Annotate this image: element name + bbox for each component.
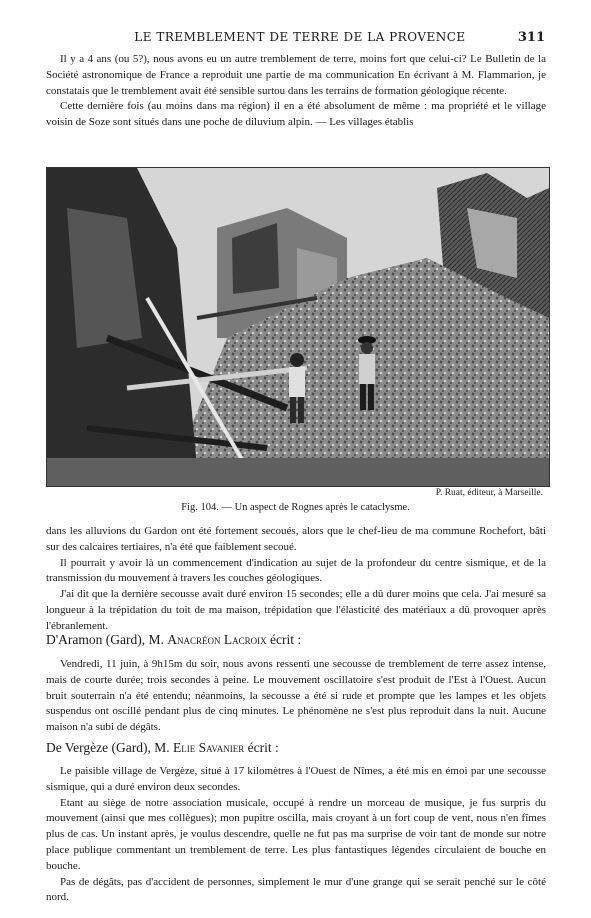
figure-caption: Fig. 104. — Un aspect de Rognes après le cataclysme. — [181, 502, 410, 513]
paragraph: Il pourrait y avoir là un commencement d'indication au sujet de la profondeur du centre sismique, et de la transmission du mouvement à travers les couches géologiques. — [46, 556, 546, 585]
paragraph: Pas de dégâts, pas d'accident de personnes, simplement le mur d'une grange qui se serait penché sur le côté nord. — [46, 875, 546, 904]
section-heading-aramon — [46, 632, 546, 648]
photo-credit: P. Ruat, éditeur, à Marseille. — [435, 488, 543, 498]
paragraph: J'ai dit que la dernière secousse avait duré environ 15 secondes; elle a dû durer moins que cela. J'ai mesuré sa longueur à la trépidation du toit de ma maison, trépidation que l'élasticité des matériaux a dû provoquer après l'ébranlement. — [46, 588, 546, 632]
paragraph: Etant au siège de notre association musicale, occupé à rendre un morceau de musique, je fus surpris du mouvement (ainsi que mes collègues); mon pupitre oscilla, mais croyant à un fort coup de vent, nous n'en fîmes plus de cas. Un instant après, je voulus descendre, quelle ne fut pas ma surprise de voir tant de monde sur notre place publique commentant un tremblement de terre. Les plus fantastiques légendes circulaient de bouche en bouche. — [46, 796, 546, 872]
aramon-text — [46, 657, 546, 736]
continuation-text — [46, 524, 546, 635]
running-title: LE TREMBLEMENT DE TERRE DE LA PROVENCE — [134, 30, 466, 44]
paragraph: Vendredi, 11 juin, à 9h15m du soir, nous avons ressenti une secousse de tremblement de terre assez intense, mais de courte durée; trois secondes à peine. Le mouvement oscillatoire s'est produit de l'Est à l'Ouest. Aucun bruit souterrain n'a été entendu; néanmoins, la secousse a été si rude et prompte que les lampes et les objets suspendus ont oscillé pendant plus de cinq minutes. Le phénomène ne s'est plus reproduit dans la nuit. Aucune maison n'a subi de dégâts. — [46, 658, 546, 734]
heading-place: D'Aramon (Gard), M. — [46, 632, 168, 647]
section-heading-vergeze — [46, 740, 546, 756]
paragraph: Il y a 4 ans (ou 5?), nous avons eu un autre tremblement de terre, moins fort que celui-ci? Le Bulletin de la Société astronomique de France a reproduit une partie de ma communication En écrivant à M. Flammarion, je constatais que le tremblement avait été sensible surtou dans les terrains de formation géologique récente. — [46, 53, 546, 97]
heading-verb: écrit : — [266, 632, 302, 647]
intro-text — [46, 52, 546, 131]
paragraph: dans les alluvions du Gardon ont été fortement secoués, alors que le chef-lieu de ma commune Rochefort, bâti sur des calcaires tertiaires, n'a été que faiblement secoué. — [46, 525, 546, 553]
heading-author-name: Elie Savanier — [172, 740, 245, 755]
heading-place: De Vergèze (Gard), M. — [46, 740, 173, 755]
heading-author-name: Anacréon Lacroix — [167, 632, 267, 647]
vergeze-text — [46, 764, 546, 906]
ruins-photograph — [46, 167, 550, 487]
heading-verb: écrit : — [244, 740, 279, 755]
page-number: 311 — [517, 30, 545, 45]
ruins-illustration — [47, 168, 549, 486]
paragraph: Le paisible village de Vergèze, situé à 17 kilomètres à l'Ouest de Nîmes, a été mis en émoi par une secousse sismique, qui a duré environ deux secondes. — [46, 765, 546, 793]
paragraph: Cette dernière fois (au moins dans ma région) il en a été absolument de même : ma propriété et le village voisin de Soze sont situés dans une poche de diluvium alpin. — Les villages établis — [46, 100, 546, 129]
